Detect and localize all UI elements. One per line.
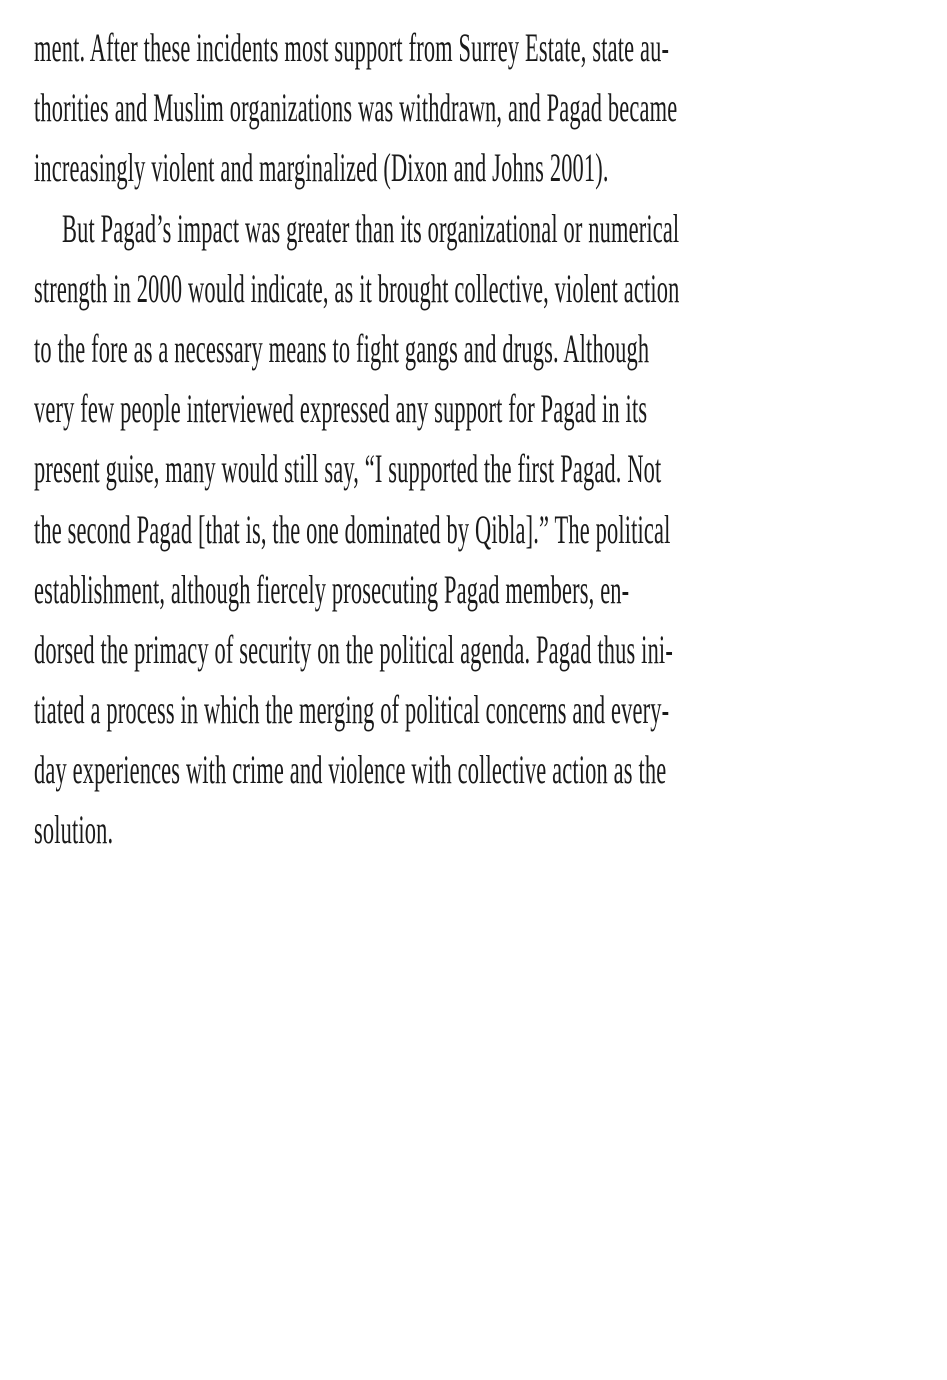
text-line: to the fore as a necessary means to fight gangs and drugs. Although [34,325,650,371]
text-line: dorsed the primacy of security on the political agenda. Pagad thus ini- [34,626,673,672]
text-line: thorities and Muslim organizations was withdrawn, and Pagad became [34,85,678,131]
text-line: the second Pagad [that is, the one dominated by Qibla].” The political [34,506,671,552]
text-line: present guise, many would still say, “I supported the first Pagad. Not [34,446,662,492]
text-line: solution. [34,807,114,853]
text-line: very few people interviewed expressed any support for Pagad in its [34,386,648,432]
text-line: But Pagad’s impact was greater than its organizational or numerical [62,205,680,251]
text-line: ment. After these incidents most support from Surrey Estate, state au- [34,25,670,70]
text-line: day experiences with crime and violence with collective action as the [34,747,667,793]
paragraph-2 [34,199,846,861]
text-line: tiated a process in which the merging of political concerns and every- [34,687,670,733]
text-line: establishment, although fiercely prosecuting Pagad members, en- [34,566,630,612]
text-line: increasingly violent and marginalized (Dixon and Johns 2001). [34,145,609,191]
body-text [34,18,846,861]
paragraph-1 [34,18,846,199]
text-line: strength in 2000 would indicate, as it brought collective, violent action [34,265,680,311]
